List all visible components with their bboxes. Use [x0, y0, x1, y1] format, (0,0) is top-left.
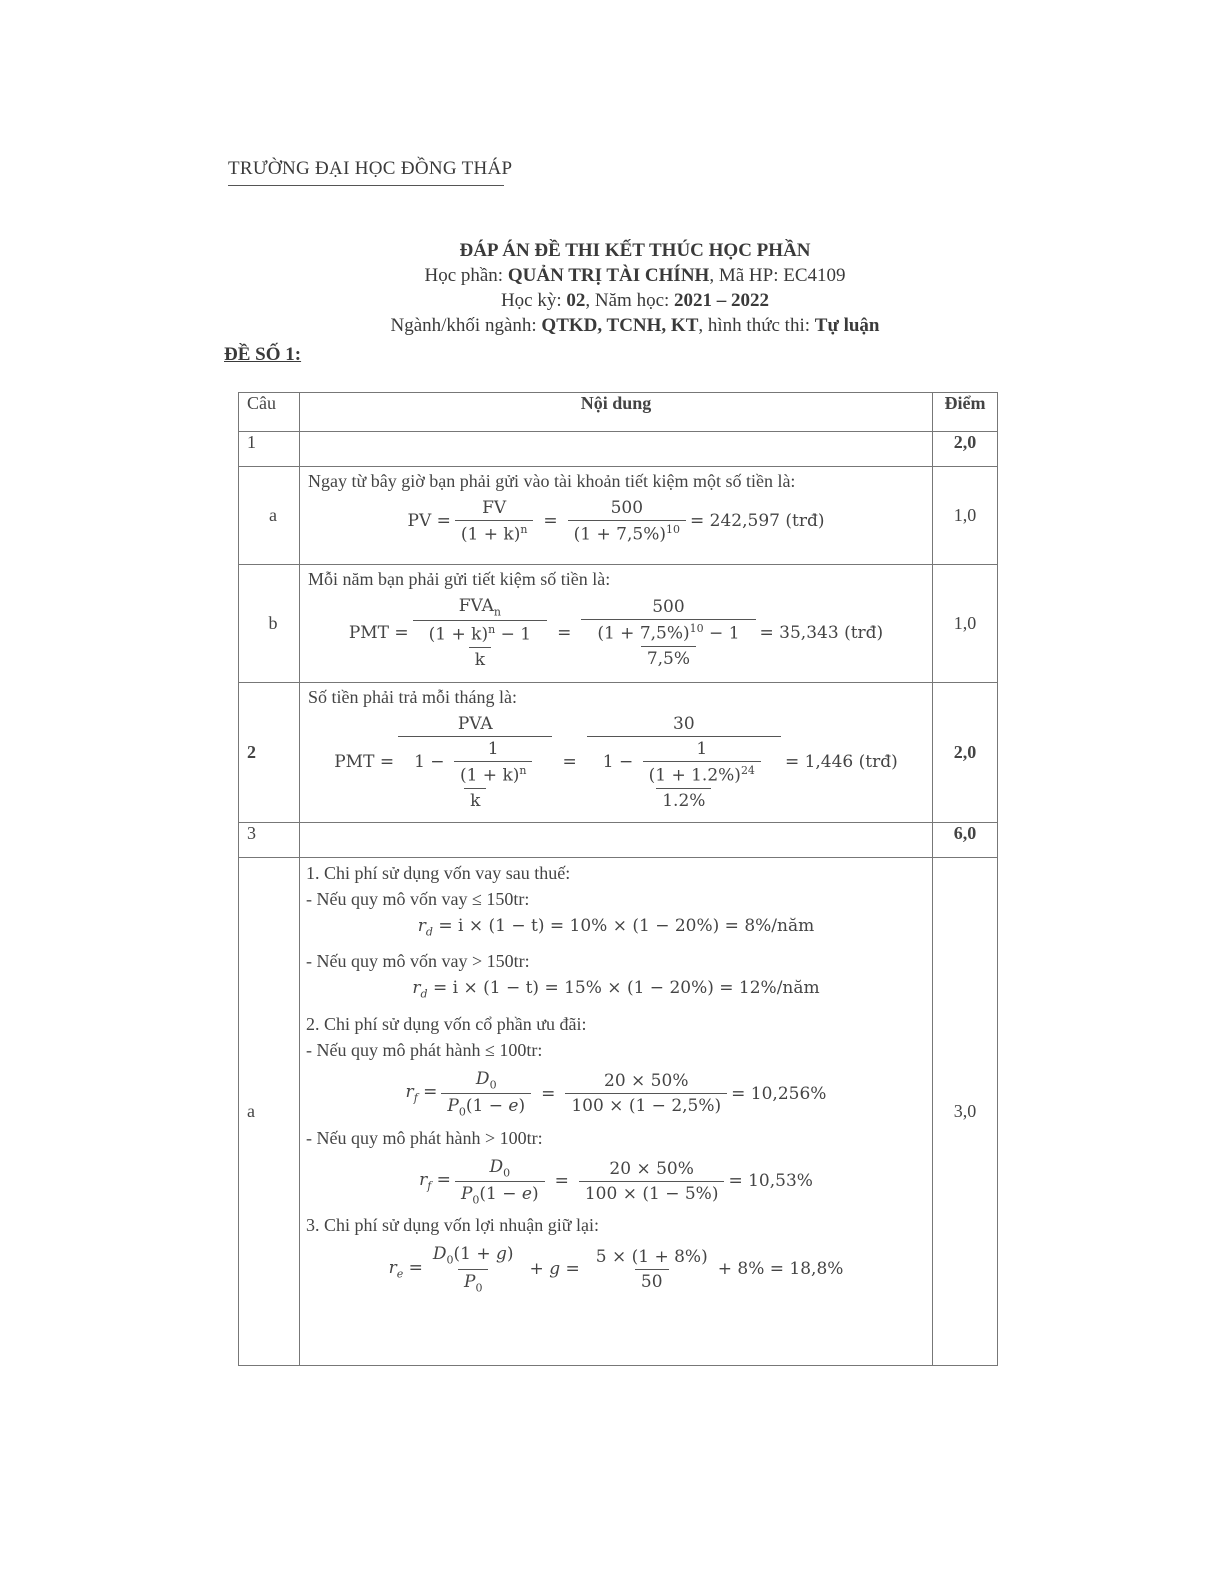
table-row: 1 2,0	[239, 432, 998, 467]
table-row: b Mỗi năm bạn phải gửi tiết kiệm số tiền là: PMT = $\frac{FVA_n}{\frac{(1 + k)^n - 1}{k}}$ = $\frac{500}{\frac{(1 + 7,5\%)^{10} - 1}{7,5\%}}$ = 35,343 (trđ) 1,0	[239, 565, 998, 683]
formula-pmt-annuity: PMT = $\frac{FVA_n}{\frac{(1 + k)^n - 1}{k}}$ = $\frac{500}{\frac{(1 + 7,5\%)^{10} - 1}{7,5\%}}$ = 35,343 (trđ)	[348, 596, 884, 671]
formula-pmt-loan: PMT = PVA 1 − $\frac{1}{(1 + k)^n}$ k = 30 1 − $\frac{1}{(1 + 1.2\%)^{24}}$ 1.2% = 1,446 (trđ)	[334, 714, 898, 811]
col-header-noidung: Nội dung	[300, 393, 933, 432]
formula-rf-2: $r_f$ = $\frac{D_0}{P_0(1 - e)}$ = $\frac{20 \times 50\%}{100 \times (1 - 5\%)}$ = 10,53%	[419, 1156, 813, 1207]
formula-pv: PV = $\frac{FV}{(1 + k)^n}$ = $\frac{500}{(1 + 7,5\%)^{10}}$ = 242,597 (trđ)	[407, 498, 825, 545]
formula-rd-1: $r_d = i \times (1 - t) = 10\% \times (1 - 20\%)$ = 8%/năm	[417, 916, 815, 939]
exam-title: ĐÁP ÁN ĐỀ THI KẾT THÚC HỌC PHẦN	[459, 240, 811, 261]
exam-number: ĐỀ SỐ 1:	[224, 344, 302, 365]
school-underline	[228, 185, 504, 186]
formula-re: $r_e$ = $\frac{D_0(1 + g)}{P_0}$ + g = $\frac{5 \times (1 + 8\%)}{50}$ + 8% = 18,8%	[388, 1244, 844, 1295]
formula-rf-1: $r_f$ = $\frac{D_0}{P_0(1 - e)}$ = $\frac{20 \times 50\%}{100 \times (1 - 2,5\%)}$ = 10,256%	[405, 1068, 827, 1119]
semester-line: Học kỳ: 02, Năm học: 2021 – 2022	[500, 290, 770, 311]
formula-rd-2: $r_d = i \times (1 - t) = 15\% \times (1 - 20\%)$ = 12%/năm	[412, 978, 820, 1001]
table-row: 3 6,0	[239, 823, 998, 858]
table-row: a 1. Chi phí sử dụng vốn vay sau thuế: - Nếu quy mô vốn vay ≤ 150tr: $r_d = i \times (1 - t) = 10\% \times (1 - 20\%)$ = 8%/năm - Nếu quy mô vốn vay > 150tr: $r_d = i \times (1 - t) = 15\% \times (1 - 20\%)$ = 12%/năm 2. Chi phí sử dụng vốn cổ phần ưu đãi: - Nếu quy mô phát hành ≤ 100tr: $r_f$ = $\frac{D_0}{P_0(1 - e)}$ = $\frac{20 \times 50\%}{100 \times (1 - 2,5\%)}$ = 10,256% - Nếu quy mô phát hành > 100tr: $r_f$ = $\frac{D_0}{P_0(1 - e)}$ = $\frac{20 \times 50\%}{100 \times (1 - 5\%)}$ = 10,53% 3. Chi phí sử dụng vốn lợi nhuận giữ lại: $r_e$ = $\frac{D_0(1 + g)}{P_0}$ + g = $\frac{5 \times (1 + 8\%)}{50}$ + 8% = 18,8% 3,0	[239, 858, 998, 1366]
table-row: 2 Số tiền phải trả mỗi tháng là: PMT = PVA 1 − $\frac{1}{(1 + k)^n}$ k = 30 1 − $\frac{1}{(1 + 1.2\%)^{24}}$ 1.2% = 1,446 (trđ) 2,0	[239, 683, 998, 823]
major-line: Ngành/khối ngành: QTKD, TCNH, KT, hình thức thi: Tự luận	[390, 315, 880, 336]
col-header-diem: Điểm	[933, 393, 998, 432]
course-line: Học phần: QUẢN TRỊ TÀI CHÍNH, Mã HP: EC4109	[424, 265, 846, 286]
answer-table	[238, 392, 998, 1366]
col-header-cau: Câu	[239, 393, 300, 432]
table-header-row	[239, 393, 998, 432]
table-row: a Ngay từ bây giờ bạn phải gửi vào tài khoản tiết kiệm một số tiền là: PV = $\frac{FV}{(1 + k)^n}$ = $\frac{500}{(1 + 7,5\%)^{10}}$ = 242,597 (trđ) 1,0	[239, 467, 998, 565]
exam-header	[220, 238, 1050, 338]
school-name: TRƯỜNG ĐẠI HỌC ĐỒNG THÁP	[228, 158, 513, 179]
